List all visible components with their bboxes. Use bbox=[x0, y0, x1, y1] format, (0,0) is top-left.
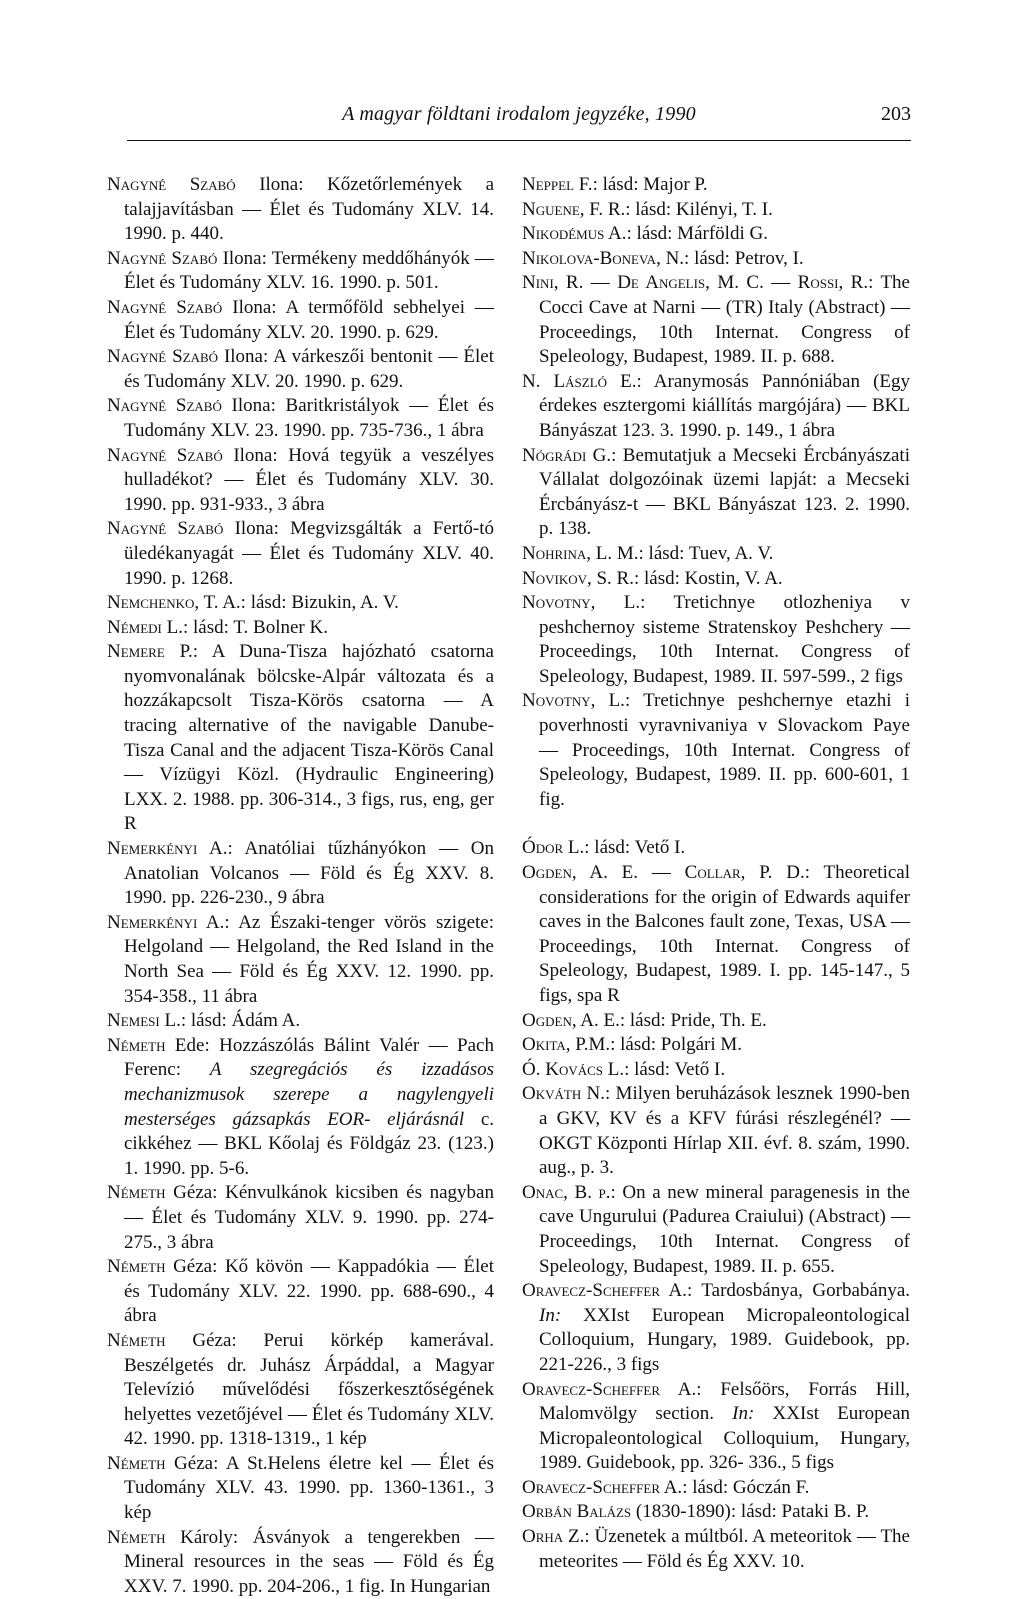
bibliography-entry bbox=[522, 836, 910, 861]
entry-text: : lásd: Polgári M. bbox=[610, 1034, 743, 1056]
entry-author: Németh bbox=[107, 1526, 166, 1548]
entry-author: Németh bbox=[107, 1329, 166, 1351]
entry-text: : Üzenetek a múltból. A meteoritok — The meteorites — Föld és Ég XXV. 10. bbox=[539, 1526, 910, 1572]
entry-text: Károly: Ásványok a tengerekben — Mineral resources in the seas — Föld és Ég XXV. 7. 1990. pp. 204-206., 1 fig. In Hungarian bbox=[124, 1526, 494, 1597]
entry-text: Ilona: Megvizsgálták a Fertő-tó üledékanyagát — Élet és Tudomány XLV. 40. 1990. p. 1268. bbox=[124, 518, 494, 589]
bibliography-entry bbox=[522, 1279, 910, 1377]
entry-author: Németh bbox=[107, 1182, 166, 1204]
entry-text: : Az Északi-tenger vörös szigete: Helgoland — Helgoland, the Red Island in the North Sea — Föld és Ég XXV. 12. 1990. pp. 354-358., 11 ábra bbox=[124, 911, 494, 1007]
entry-author: Németh bbox=[107, 1452, 166, 1474]
entry-text: : Tardosbánya, Gorbabánya. bbox=[686, 1280, 910, 1302]
entry-author: Novotny, L. bbox=[522, 592, 641, 614]
entry-author: Nguene, F. R. bbox=[522, 198, 626, 220]
entry-author: Nagyné Szabó bbox=[107, 518, 224, 540]
bibliography-entry bbox=[107, 247, 494, 296]
bibliography-entry bbox=[107, 1181, 494, 1255]
entry-author: Nemerkényi A. bbox=[107, 911, 225, 933]
entry-author: Ódor L. bbox=[522, 837, 585, 859]
bibliography-entry bbox=[107, 1255, 494, 1329]
entry-author: Novikov, S. R. bbox=[522, 567, 634, 589]
entry-author: Ó. Kovács L. bbox=[522, 1058, 625, 1080]
entry-author: Oravecz-Scheffer A. bbox=[522, 1280, 687, 1302]
bibliography-entry bbox=[522, 1058, 910, 1083]
entry-text: : lásd: Pride, Th. E. bbox=[619, 1009, 767, 1031]
entry-author: Nemere P. bbox=[107, 641, 193, 663]
bibliography-entry bbox=[522, 370, 910, 444]
header-rule bbox=[127, 140, 911, 141]
bibliography-entry bbox=[522, 271, 910, 369]
entry-author: Orbán Balázs bbox=[522, 1501, 632, 1523]
entry-text: : lásd: T. Bolner K. bbox=[183, 616, 328, 638]
entry-author: Nemerkényi A. bbox=[107, 838, 228, 860]
bibliography-entry bbox=[107, 173, 494, 247]
entry-text: Ede: Hozzászólás Bálint Valér — Pach Ferenc: bbox=[124, 1034, 494, 1081]
entry-text: : lásd: Major P. bbox=[592, 174, 708, 195]
bibliography-entry bbox=[522, 198, 910, 223]
bibliography-entry bbox=[522, 591, 910, 689]
bibliography-entry bbox=[107, 837, 494, 911]
entry-text: : lásd: Góczán F. bbox=[682, 1476, 810, 1498]
entry-author: Ogden, A. E. — Collar, P. D. bbox=[522, 862, 805, 884]
page-number: 203 bbox=[881, 103, 911, 125]
entry-text: Géza: Kénvulkánok kicsiben és nagyban — Élet és Tudomány XLV. 9. 1990. pp. 274-275., 3 ábra bbox=[124, 1182, 494, 1253]
entry-text: Géza: Perui körkép kamerával. Beszélgetés dr. Juhász Árpáddal, a Magyar Televízió művelődési főszerkesztőségének helyettes vezetőjével — Élet és Tudomány XLV. 42. 1990. pp. 1318-1319., 1 kép bbox=[124, 1329, 494, 1450]
entry-text: : lásd: Petrov, I. bbox=[684, 247, 804, 269]
entry-text: : lásd: Kilényi, T. I. bbox=[625, 198, 773, 220]
entry-text: Ilona: Kőzetőrlemények a talajjavításban — Élet és Tudomány XLV. 14. 1990. p. 440. bbox=[124, 174, 495, 245]
bibliography-entry bbox=[522, 1500, 910, 1525]
entry-author: Nohrina, L. M. bbox=[522, 542, 639, 564]
entry-author: Nagyné Szabó bbox=[107, 444, 223, 466]
entry-text: : Theoretical considerations for the origin of Edwards aquifer caves in the Balcones fault zone, Texas, USA — Proceedings, 10th Internat. Congress of Speleology, Budapest, 1989. I. pp. 145-147., 5 figs, spa R bbox=[539, 862, 910, 1006]
bibliography-entry bbox=[522, 861, 910, 1009]
entry-author: Okváth N. bbox=[522, 1083, 605, 1105]
bibliography-entry bbox=[522, 1476, 910, 1501]
entry-text: : lásd: Vető I. bbox=[624, 1058, 726, 1080]
running-title: A magyar földtani irodalom jegyzéke, 1990 bbox=[342, 103, 696, 125]
entry-author: Onac, B. p. bbox=[522, 1181, 611, 1203]
entry-text: : lásd: Kostin, V. A. bbox=[633, 567, 783, 589]
entry-text: Ilona: Termékeny meddőhányók — Élet és Tudomány XLV. 16. 1990. p. 501. bbox=[124, 247, 494, 294]
bibliography-entry bbox=[107, 911, 494, 1009]
entry-text: : Tretichnye peshchernye etazhi i poverhnosti vyravnivaniya v Slovackom Paye — Proceedings, 10th Internat. Congress of Speleology, Budapest, 1989. II. pp. 600-601, 1 fig. bbox=[539, 690, 910, 810]
entry-author: Nemchenko, T. A. bbox=[107, 592, 241, 614]
bibliography-entry bbox=[107, 1034, 494, 1182]
entry-text-tail: XXIst European Micropaleontological Colloquium, Hungary, 1989. Guidebook, pp. 221-226., 3 figs bbox=[539, 1304, 910, 1375]
entry-text: : lásd: Vető I. bbox=[584, 837, 686, 859]
left-column bbox=[107, 173, 494, 1599]
entry-text: : The Cocci Cave at Narni — (TR) Italy (Abstract) — Proceedings, 10th Internat. Congress of Speleology, Budapest, 1989. II. p. 688. bbox=[539, 272, 910, 368]
bibliography-entry bbox=[107, 616, 494, 641]
bibliography-entry bbox=[522, 1082, 910, 1180]
entry-author: Nagyné Szabó bbox=[107, 346, 219, 368]
entry-text: : On a new mineral paragenesis in the cave Ungurului (Padurea Craiului) (Abstract) — Proceedings, 10th Internat. Congress of Speleology, Budapest, 1989. II. p. 655. bbox=[539, 1181, 910, 1277]
entry-author: Orha Z. bbox=[522, 1526, 585, 1548]
bibliography-entry bbox=[522, 567, 910, 592]
entry-author: Neppel F. bbox=[522, 174, 593, 195]
entry-author: Németh bbox=[107, 1256, 166, 1278]
entry-author: Okita, P.M. bbox=[522, 1034, 611, 1056]
bibliography-entry bbox=[522, 689, 910, 812]
entry-author: Oravecz-Scheffer A. bbox=[522, 1476, 683, 1498]
bibliography-entry bbox=[107, 394, 494, 443]
bibliography-entry bbox=[522, 1525, 910, 1574]
entry-author: N. László E. bbox=[522, 370, 637, 392]
bibliography-entry bbox=[107, 591, 494, 616]
bibliography-entry bbox=[522, 542, 910, 567]
entry-text: Ilona: A várkeszői bentonit — Élet és Tudomány XLV. 20. 1990. p. 629. bbox=[124, 346, 495, 392]
bibliography-entry bbox=[107, 1526, 494, 1599]
entry-text: : Milyen beruházások lesznek 1990-ben a GKV, KV és a KFV fúrási részlegénél? — OKGT Központi Hírlap XII. évf. 8. szám, 1990. aug., p. 3. bbox=[539, 1083, 910, 1179]
bibliography-entry bbox=[522, 1033, 910, 1058]
entry-text: (1830-1890): lásd: Pataki B. P. bbox=[631, 1501, 870, 1523]
entry-text: : Anatóliai tűzhányókon — On Anatolian Volcanos — Föld és Ég XXV. 8. 1990. pp. 226-230., 9 ábra bbox=[124, 838, 494, 909]
entry-author: Nemesi L. bbox=[107, 1010, 181, 1032]
bibliography-entry bbox=[107, 1452, 494, 1526]
entry-text: : A Duna-Tisza hajózható csatorna nyomvonalának bölcske-Alpár változata és a hozzákapcsolt Tisza-Körös csatorna — A tracing alternative of the navigable Danube-Tisza Canal and the adjacent Tisza-Körös Canal — Vízügyi Közl. (Hydraulic Engineering) LXX. 2. 1988. pp. 306-314., 3 figs, rus, eng, ger R bbox=[124, 641, 494, 835]
entry-text: : Aranymosás Pannóniában (Egy érdekes esztergomi kiállítás margójára) — BKL Bányászat 123. 3. 1990. p. 149., 1 ábra bbox=[539, 370, 910, 441]
entry-text: : lásd: Márföldi G. bbox=[626, 223, 768, 245]
entry-text: : Bemutatjuk a Mecseki Ércbányászati Vállalat dolgozóinak üzemi lapját: a Mecseki Ércbányász-t — BKL Bányászat 123. 2. 1990. p. 138. bbox=[539, 444, 910, 540]
bibliography-entry bbox=[107, 517, 494, 591]
entry-text: Ilona: Hová tegyük a veszélyes hulladékot? — Élet és Tudomány XLV. 30. 1990. pp. 931-933., 3 ábra bbox=[124, 444, 495, 515]
bibliography-entry bbox=[107, 640, 494, 837]
bibliography-entry bbox=[107, 345, 494, 394]
entry-italic-title: A szegregációs és izzadásos mechanizmusok szerepe a nagylengyeli mesterséges gázsapkás EOR- eljárásnál bbox=[124, 1059, 494, 1130]
entry-text: Géza: A St.Helens életre kel — Élet és Tudomány XLV. 43. 1990. pp. 1360-1361., 3 kép bbox=[124, 1452, 494, 1524]
entry-text: : lásd: Ádám A. bbox=[180, 1010, 301, 1032]
entry-text-tail: c. cikkéhez — BKL Kőolaj és Földgáz 23. (123.) 1. 1990. pp. 5-6. bbox=[124, 1108, 494, 1179]
bibliography-entry bbox=[522, 1009, 910, 1034]
bibliography-entry bbox=[522, 247, 910, 272]
entry-author: Nagyné Szabó bbox=[107, 247, 218, 269]
bibliography-entry bbox=[107, 1329, 494, 1452]
entry-italic-title: In: bbox=[539, 1304, 562, 1326]
bibliography-entry bbox=[522, 222, 910, 247]
entry-author: Nikodémus A. bbox=[522, 223, 627, 245]
entry-author: Nikolova-Boneva, N. bbox=[522, 247, 685, 269]
entry-text-tail: XXIst European Micropaleontological Colloquium, Hungary, 1989. Guidebook, pp. 326- 336., 5 figs bbox=[539, 1403, 910, 1474]
entry-text: : lásd: Tuev, A. V. bbox=[638, 542, 774, 564]
page-header bbox=[127, 103, 911, 133]
bibliography-entry bbox=[107, 296, 494, 345]
entry-author: Nagyné Szabó bbox=[107, 296, 223, 318]
entry-author: Nógrádi G. bbox=[522, 444, 612, 466]
entry-author: Nini, R. — De Angelis, M. C. — Rossi, R. bbox=[522, 272, 869, 294]
entry-author: Novotny, L. bbox=[522, 690, 625, 712]
bibliography-entry bbox=[522, 173, 910, 198]
bibliography-entry bbox=[522, 1181, 910, 1279]
right-column bbox=[522, 173, 910, 1574]
entry-author: Oravecz-Scheffer A. bbox=[522, 1378, 697, 1400]
entry-text: Ilona: Baritkristályok — Élet és Tudomány XLV. 23. 1990. pp. 735-736., 1 ábra bbox=[124, 395, 494, 441]
entry-text: Ilona: A termőföld sebhelyei — Élet és Tudomány XLV. 20. 1990. p. 629. bbox=[124, 296, 495, 343]
entry-author: Németh bbox=[107, 1034, 166, 1056]
entry-text: : Tretichnye otlozheniya v peshchernoy sisteme Stratenskoy Peshchery — Proceedings, 10th Internat. Congress of Speleology, Budapest, 1989. II. 597-599., 2 figs bbox=[539, 592, 910, 687]
bibliography-entry bbox=[107, 444, 494, 518]
entry-author: Nagyné Szabó bbox=[107, 395, 222, 417]
entry-italic-title: In: bbox=[732, 1403, 755, 1425]
bibliography-entry bbox=[522, 444, 910, 542]
entry-author: Ogden, A. E. bbox=[522, 1009, 620, 1031]
entry-author: Nagyné Szabó bbox=[107, 174, 236, 195]
bibliography-entry bbox=[522, 1378, 910, 1476]
entry-author: Némedi L. bbox=[107, 616, 183, 638]
bibliography-entry bbox=[107, 1009, 494, 1034]
entry-text: : lásd: Bizukin, A. V. bbox=[240, 592, 399, 614]
entry-text: Géza: Kő kövön — Kappadókia — Élet és Tudomány XLV. 22. 1990. pp. 688-690., 4 ábra bbox=[124, 1256, 494, 1327]
entry-text: : Felsőörs, Forrás Hill, Malomvölgy section. bbox=[539, 1378, 911, 1425]
